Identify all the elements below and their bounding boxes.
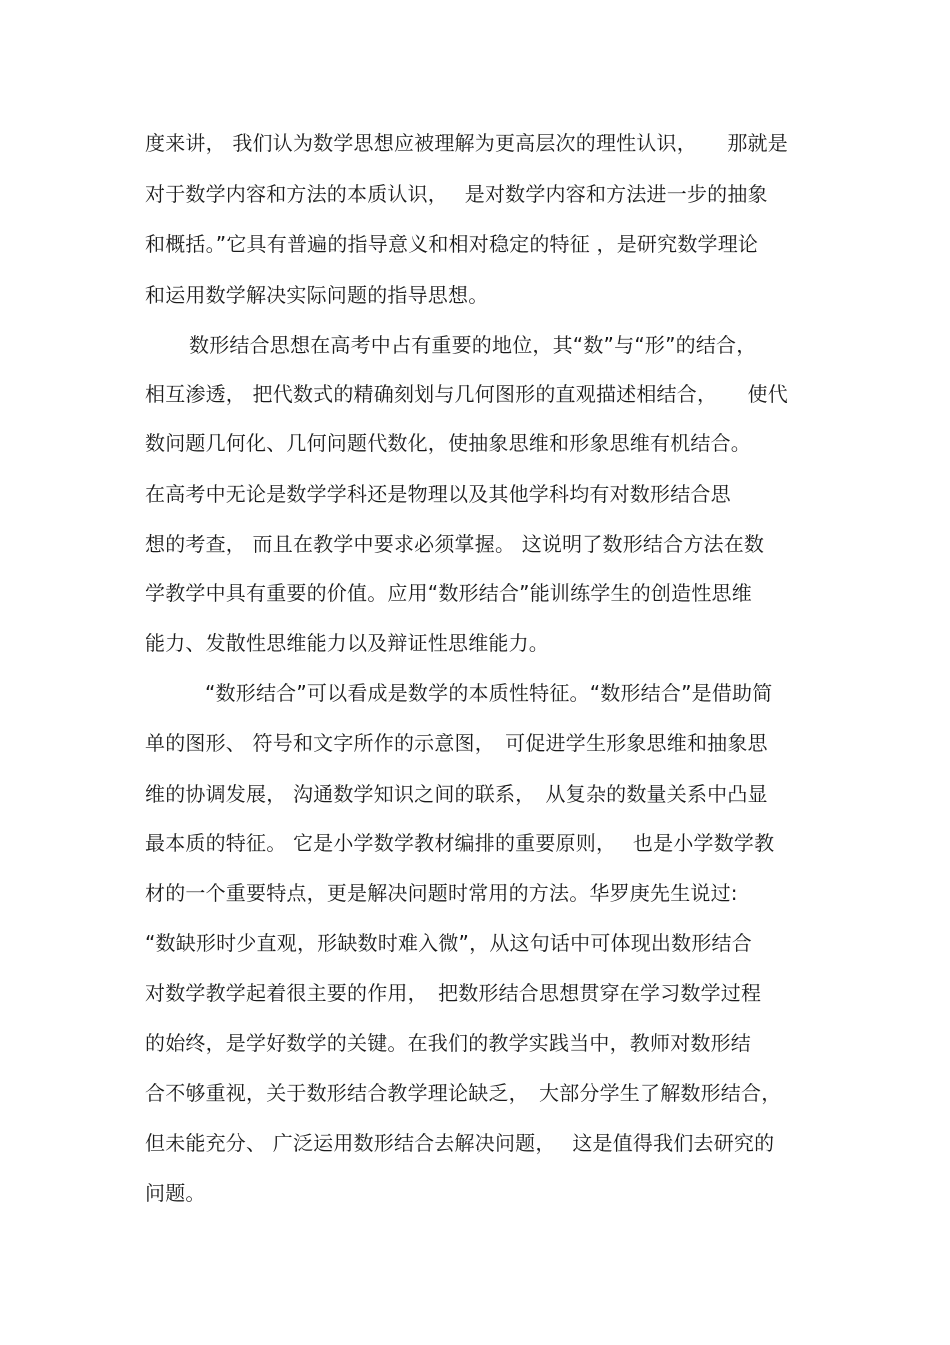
text-line-20: 合不够重视，关于数形结合教学理论缺乏， 大部分学生了解数形结合， xyxy=(145,1081,782,1105)
text-line-10: 学教学中具有重要的价值。应用“数形结合”能训练学生的创造性思维 xyxy=(145,581,752,605)
text-line-4: 和运用数学解决实际问题的指导思想。 xyxy=(145,283,489,307)
text-line-3: 和概括。”它具有普遍的指导意义和相对稳定的特征 ，是研究数学理论 xyxy=(145,232,759,256)
text-line-1: 度来讲， 我们认为数学思想应被理解为更高层次的理性认识， 那就是 xyxy=(145,131,788,155)
text-line-22: 问题。 xyxy=(145,1181,206,1205)
text-line-21: 但未能充分、 广泛运用数形结合去解决问题， 这是值得我们去研究的 xyxy=(145,1131,775,1155)
text-line-2: 对于数学内容和方法的本质认识， 是对数学内容和方法进一步的抽象 xyxy=(145,182,768,206)
text-line-14: 维的协调发展， 沟通数学知识之间的联系， 从复杂的数量关系中凸显 xyxy=(145,782,768,806)
text-line-9: 想的考查， 而且在教学中要求必须掌握。 这说明了数形结合方法在数 xyxy=(145,532,765,556)
text-line-7: 数问题几何化、几何问题代数化，使抽象思维和形象思维有机结合。 xyxy=(145,431,751,455)
text-line-12: “数形结合”可以看成是数学的本质性特征。“数形结合”是借助简 xyxy=(205,681,773,705)
text-line-19: 的始终，是学好数学的关键。在我们的教学实践当中，教师对数形结 xyxy=(145,1031,751,1055)
text-line-11: 能力、发散性思维能力以及辩证性思维能力。 xyxy=(145,631,549,655)
text-line-6: 相互渗透， 把代数式的精确刻划与几何图形的直观描述相结合， 使代 xyxy=(145,382,788,406)
text-line-18: 对数学教学起着很主要的作用， 把数形结合思想贯穿在学习数学过程 xyxy=(145,981,762,1005)
text-line-5: 数形结合思想在高考中占有重要的地位，其“数”与“形”的结合， xyxy=(189,333,757,357)
text-line-13: 单的图形、 符号和文字所作的示意图， 可促进学生形象思维和抽象思 xyxy=(145,731,768,755)
text-line-16: 材的一个重要特点，更是解决问题时常用的方法。华罗庚先生说过: xyxy=(145,881,738,905)
text-line-15: 最本质的特征。 它是小学数学教材编排的重要原则， 也是小学数学教 xyxy=(145,831,775,855)
text-line-8: 在高考中无论是数学学科还是物理以及其他学科均有对数形结合思 xyxy=(145,482,731,506)
text-line-17: “数缺形时少直观，形缺数时难入微”，从这句话中可体现出数形结合 xyxy=(145,931,752,955)
